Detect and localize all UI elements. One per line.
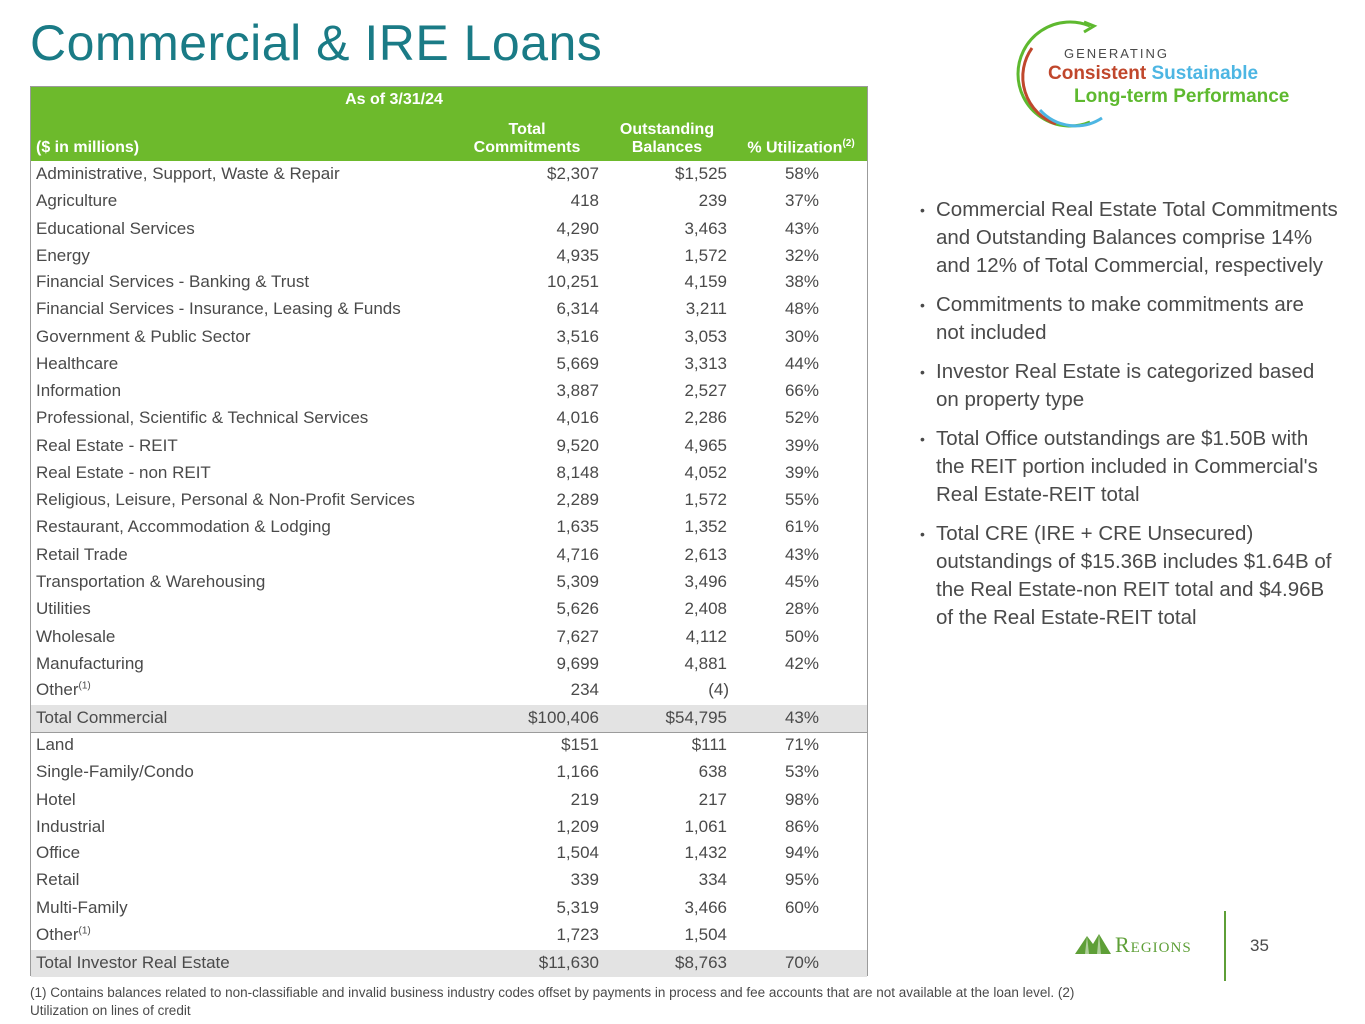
cell-total-commitments: 5,309 [556,572,599,591]
row-label [36,708,167,728]
cell-total-commitments: 9,699 [556,654,599,673]
cell-total-commitments: $151 [561,735,599,754]
cell-utilization: 58% [784,164,819,183]
row-label-text: Financial Services - Insurance, Leasing & Funds [36,299,401,318]
cell-total-commitments: 4,716 [556,545,599,564]
table-row [31,787,867,814]
row-label [36,272,309,292]
cell-total-commitments: 9,520 [556,436,599,455]
cell-total-commitments: 1,723 [556,925,599,944]
cell-total-commitments: 4,935 [556,246,599,265]
table-row [31,216,867,243]
cell-total-commitments: $2,307 [547,164,599,183]
cell-total-commitments: 5,669 [556,354,599,373]
table-row [31,296,867,323]
table-row [31,460,867,487]
generating-badge [1010,18,1340,133]
row-label-text: Restaurant, Accommodation & Lodging [36,517,331,536]
cell-outstanding-balances: 4,965 [684,436,727,455]
row-label [36,817,105,837]
row-label [36,654,144,674]
cell-outstanding-balances: 1,352 [684,517,727,536]
table-row [31,596,867,623]
row-label-text: Real Estate - non REIT [36,463,211,482]
bullet-item [918,358,1338,414]
row-label [36,490,415,510]
row-label-text: Retail Trade [36,545,128,564]
cell-total-commitments: $100,406 [528,708,599,727]
row-label-text: Administrative, Support, Waste & Repair [36,164,340,183]
cell-outstanding-balances: 3,466 [684,898,727,917]
badge-line1 [1048,63,1258,85]
cell-utilization: 39% [784,436,819,455]
table-row [31,324,867,351]
cell-outstanding-balances: 1,061 [684,817,727,836]
cell-utilization: 66% [784,381,819,400]
cell-outstanding-balances: 334 [698,870,727,889]
header-c3: % Utilization [747,139,843,156]
cell-total-commitments: 5,626 [556,599,599,618]
row-label-text: Professional, Scientific & Technical Services [36,408,369,427]
row-label [36,735,74,755]
header-outstanding-balances [605,121,729,157]
cell-total-commitments: 418 [570,191,599,210]
cell-total-commitments: 4,016 [556,408,599,427]
badge-long-term: Long-term Performance [1074,86,1290,107]
bullet-text: Total CRE (IRE + CRE Unsecured) outstandings of $15.36B includes $1.64B of the Real Estate-non REIT total and $4.96B of the Real Estate-REIT total [936,522,1332,629]
bullet-item [918,196,1338,280]
total-row [31,950,867,977]
row-label [36,327,250,347]
cell-outstanding-balances: 3,053 [684,327,727,346]
cell-outstanding-balances: $1,525 [675,164,727,183]
cell-utilization: 70% [784,953,819,972]
table-row [31,542,867,569]
cell-outstanding-balances: 638 [698,762,727,781]
table-row [31,269,867,296]
cell-outstanding-balances: 4,052 [684,463,727,482]
cell-utilization: 48% [784,299,819,318]
cell-outstanding-balances: 1,572 [684,490,727,509]
footnote-marker: (1) [78,925,91,937]
row-label-text: Land [36,735,74,754]
row-label [36,517,331,537]
row-label [36,545,128,565]
cell-utilization: 50% [784,627,819,646]
bullet-item [918,425,1338,509]
row-label-text: Other [36,680,79,699]
table-row [31,867,867,894]
table-row [31,677,867,704]
row-label [36,164,340,184]
cell-outstanding-balances: 2,613 [684,545,727,564]
row-label [36,627,115,647]
cell-utilization: 94% [784,843,819,862]
table-row [31,514,867,541]
bullet-item [918,520,1338,632]
badge-generating: GENERATING [1064,46,1169,61]
table-row [31,243,867,270]
bullet-text: Investor Real Estate is categorized based on property type [936,360,1315,411]
footnote: (1) Contains balances related to non-classifiable and invalid business industry codes offset by payments in process and fee accounts that are not available at the loan level. (2) Utilization on lines of credit [30,985,1075,1018]
cell-total-commitments: 5,319 [556,898,599,917]
page-number: 35 [1250,936,1269,955]
table-row [31,351,867,378]
table-row [31,651,867,678]
cell-total-commitments: 219 [570,790,599,809]
header-c2-l2: Balances [631,139,703,156]
cell-utilization: 52% [784,408,819,427]
bullet-item [918,291,1338,347]
header-c2-l1: Outstanding [619,121,715,138]
cell-outstanding-balances: (4) [708,680,729,699]
row-label-text: Multi-Family [36,898,128,917]
row-label-text: Energy [36,246,90,265]
row-label-text: Real Estate - REIT [36,436,178,455]
row-label-text: Religious, Leisure, Personal & Non-Profit Services [36,490,415,509]
row-label [36,843,80,863]
bullet-dot-icon: • [920,431,925,447]
row-label [36,953,230,973]
cell-utilization: 32% [784,246,819,265]
cell-outstanding-balances: 2,527 [684,381,727,400]
header-total-commitments [461,121,593,157]
header-c1-l1: Total [508,121,546,138]
row-label [36,354,118,374]
cell-outstanding-balances: 2,408 [684,599,727,618]
row-label [36,191,117,211]
cell-utilization: 86% [784,817,819,836]
logo-wordmark: Regions [1115,932,1192,957]
cell-utilization: 44% [784,354,819,373]
cell-utilization: 95% [784,870,819,889]
table-row [31,487,867,514]
row-label [36,898,128,918]
cell-outstanding-balances: 1,572 [684,246,727,265]
cell-total-commitments: 1,209 [556,817,599,836]
row-label-text: Manufacturing [36,654,144,673]
page-title: Commercial & IRE Loans [30,15,603,71]
row-label [36,381,121,401]
cell-outstanding-balances: 4,159 [684,272,727,291]
cell-utilization: 71% [784,735,819,754]
cell-total-commitments: 2,289 [556,490,599,509]
row-label [36,572,265,592]
cell-outstanding-balances: 3,313 [684,354,727,373]
cell-utilization: 42% [784,654,819,673]
table-row [31,814,867,841]
cell-total-commitments: 1,166 [556,762,599,781]
row-label [36,790,76,810]
row-label [36,925,91,945]
cell-total-commitments: 3,887 [556,381,599,400]
row-label-text: Government & Public Sector [36,327,251,346]
cell-total-commitments: 6,314 [556,299,599,318]
table-row [31,569,867,596]
total-row [31,705,867,733]
as-of-date: As of 3/31/24 [345,91,443,108]
cell-outstanding-balances: 3,211 [685,299,727,318]
badge-consistent: Consistent [1048,63,1147,84]
cell-utilization: 98% [784,790,819,809]
table-row [31,895,867,922]
row-label-text: Retail [36,870,80,889]
cell-total-commitments: 8,148 [556,463,599,482]
bullet-dot-icon: • [920,297,925,313]
footnote-marker: (1) [78,680,91,692]
table-row [31,433,867,460]
cell-utilization: 43% [784,545,819,564]
row-label-text: Other [36,925,79,944]
cell-outstanding-balances: 4,112 [685,627,727,646]
cell-total-commitments: 10,251 [547,272,599,291]
table-row [31,405,867,432]
bullet-dot-icon: • [920,526,925,542]
cell-utilization: 37% [784,191,819,210]
row-label-text: Utilities [36,599,91,618]
row-label-text: Transportation & Warehousing [36,572,266,591]
row-label [36,408,368,428]
row-label-text: Hotel [36,790,76,809]
cell-utilization: 45% [784,572,819,591]
row-label-text: Educational Services [36,219,195,238]
cell-total-commitments: 4,290 [556,219,599,238]
row-label-text: Total Commercial [36,708,168,727]
loans-table [30,86,868,976]
cell-utilization: 38% [784,272,819,291]
table-row [31,840,867,867]
regions-logo [1075,926,1225,960]
row-label [36,870,79,890]
row-label [36,463,211,483]
table-header [31,87,867,161]
bullet-text: Total Office outstandings are $1.50B with the REIT portion included in Commercial's Real Estate-REIT total [936,427,1318,506]
row-label-text: Single-Family/Condo [36,762,194,781]
badge-sustainable: Sustainable [1151,63,1259,84]
row-label [36,219,195,239]
table-row [31,378,867,405]
cell-outstanding-balances: 1,432 [684,843,727,862]
row-label [36,680,91,700]
header-c1-l2: Commitments [473,139,581,156]
cell-total-commitments: 1,504 [556,843,599,862]
cell-outstanding-balances: 217 [698,790,727,809]
cell-utilization: 28% [784,599,819,618]
row-label [36,299,401,319]
header-c3-sup: (2) [842,137,855,149]
cell-utilization: 30% [784,327,819,346]
bullet-text: Commercial Real Estate Total Commitments and Outstanding Balances comprise 14% and 12% of Total Commercial, respectively [936,198,1338,277]
row-label-text: Industrial [36,817,105,836]
cell-utilization: 53% [784,762,819,781]
row-label [36,246,90,266]
row-label-text: Agriculture [36,191,118,210]
cell-outstanding-balances: 239 [698,191,727,210]
logo-divider [1224,911,1226,981]
cell-utilization: 43% [784,219,819,238]
table-row [31,732,867,759]
row-label-text: Healthcare [36,354,119,373]
table-row [31,759,867,786]
row-label [36,599,91,619]
cell-utilization: 61% [784,517,819,536]
cell-total-commitments: 339 [570,870,599,889]
cell-outstanding-balances: 2,286 [684,408,727,427]
table-row [31,161,867,188]
cell-total-commitments: $11,630 [538,953,599,972]
row-label-text: Total Investor Real Estate [36,953,230,972]
cell-utilization: 55% [784,490,819,509]
header-utilization [736,138,866,157]
cell-outstanding-balances: 4,881 [684,654,727,673]
cell-outstanding-balances: $54,795 [665,708,727,727]
cell-utilization: 43% [784,708,819,727]
row-label-text: Information [36,381,122,400]
table-row [31,624,867,651]
cell-total-commitments: 1,635 [556,517,599,536]
cell-outstanding-balances: $111 [691,735,727,754]
row-label-text: Office [36,843,81,862]
regions-pyramid-icon [1075,930,1111,956]
header-millions: ($ in millions) [36,139,140,156]
row-label [36,762,194,782]
cell-outstanding-balances: 3,463 [684,219,727,238]
cell-utilization: 60% [784,898,819,917]
row-label-text: Financial Services - Banking & Trust [36,272,310,291]
cell-utilization: 39% [784,463,819,482]
cell-total-commitments: 234 [570,680,599,699]
row-label-text: Wholesale [36,627,116,646]
row-label [36,436,178,456]
bullet-dot-icon: • [920,202,925,218]
cell-total-commitments: 7,627 [556,627,599,646]
cell-total-commitments: 3,516 [556,327,599,346]
bullet-text: Commitments to make commitments are not included [936,293,1304,344]
cell-outstanding-balances: 3,496 [684,572,727,591]
table-row [31,188,867,215]
bullet-list [918,196,1338,643]
cell-outstanding-balances: 1,504 [684,925,727,944]
bullet-dot-icon: • [920,364,925,380]
cell-outstanding-balances: $8,763 [675,953,727,972]
table-row [31,922,867,949]
